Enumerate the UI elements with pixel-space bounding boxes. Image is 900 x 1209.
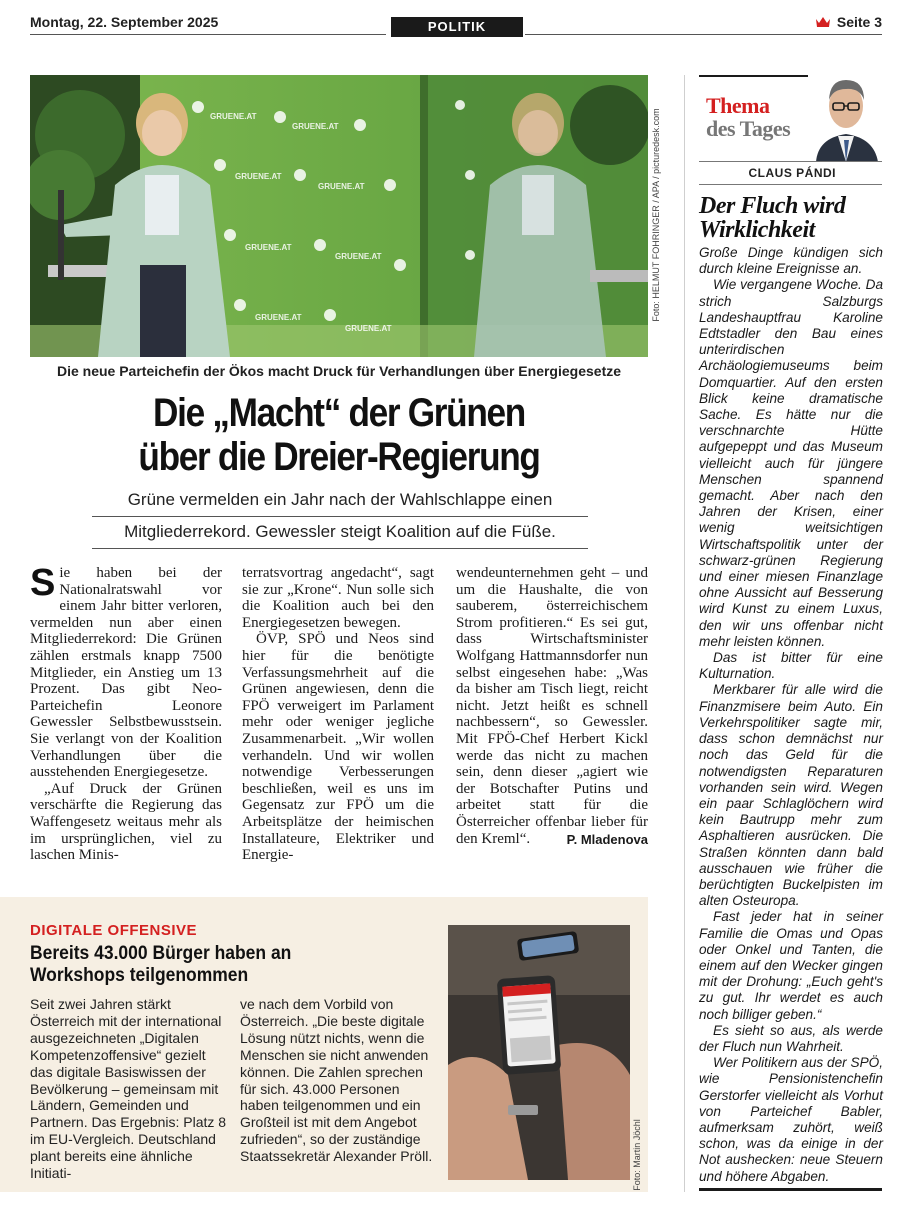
page-number-label: Seite 3 — [836, 14, 882, 30]
subheadline-line-2: Mitgliederrekord. Gewessler steigt Koalition auf die Füße. — [92, 517, 588, 549]
sidebar-bottom-rule — [699, 1188, 882, 1191]
article-paragraph: „Auf Druck der Grünen verschärfte die Regierung das Waffengesetz weitaus mehr als im ursprünglichen, viel zu laschen Minis- — [30, 780, 222, 864]
sidebar-rule — [699, 161, 882, 162]
svg-text:GRUENE.AT: GRUENE.AT — [345, 324, 392, 333]
photo-credit — [649, 80, 663, 350]
headline-line-1: Die „Macht“ der Grünen — [153, 391, 525, 435]
issue-date: Montag, 22. September 2025 — [30, 14, 219, 30]
photo-credit-text: Foto: HELMUT FOHRINGER / APA / picturedesk.com — [651, 108, 661, 322]
article-column-3 — [456, 565, 648, 847]
article-paragraph: Sie haben bei der Nationalratswahl vor einem Jahr bitter verloren, vermelden nun aber einen Mitgliederrekord: Die Grünen zählen erstmals knapp 7500 Mitglieder, ein Anstieg um 13 Prozent. Das gibt Neo-Parteichefin Leonore Gewessler Selbstbewusstsein. Sie verlangt von der Koalition Verhandlungen über die ausstehenden Energiegesetze. — [30, 562, 222, 781]
article-paragraph: ÖVP, SPÖ und Neos sind hier für die benötigte Verfassungsmehrheit auf die Grünen angewiesen, denn die FPÖ verweigert im Parlament mehr oder weniger jegliche Zusammenarbeit. „Wir wollen verhandeln. Und wir wollen notwendige Verbesserungen beschließen, weil es uns im Gegensatz zur FPÖ um die Arbeitsplätze der heimischen Installateure, Elektriker und Energie- — [242, 631, 434, 864]
article-paragraph: wendeunternehmen geht – und um die Haushalte, die von sauberem, österreichischem Strom profitieren.“ Es sei gut, dass Wirtschaftsminister Wolfgang Hattmannsdorfer nun selbst eingesehen habe: „Was da bisher am Tisch liegt, reicht nicht. Jetzt heißt es schnell nachbessern“, so Gewessler. Mit FPÖ-Chef Herbert Kickl werde das nicht zu machen sein, denn dieser „agiert wie der Botschafter Putins und arbeitet statt für die Österreicher offenbar lieber für den Kreml“. P. Mladenova — [456, 565, 648, 847]
sidebar-rule — [699, 184, 882, 185]
sidebar-label-des-tages: des Tages — [706, 116, 791, 141]
commentary-paragraph: Fast jeder hat in seiner Familie die Omas und Opas oder Onkel und Tanten, die einem auf den Wecker gingen mit der Drohung: „Euch geht's zu gut. Ihr werdet es auch noch billiger geben.“ — [699, 909, 883, 1022]
header-rule-left — [30, 34, 386, 35]
author-portrait — [808, 70, 884, 162]
subheadline — [92, 485, 588, 549]
article-paragraph: terratsvortrag angedacht“, sagt sie zur „Krone“. Nun solle sich die Koalition auch bei den Energiegesetzen bewegen. — [242, 565, 434, 631]
subheadline-line-1: Grüne vermelden ein Jahr nach der Wahlschlappe einen — [92, 485, 588, 517]
svg-text:GRUENE.AT: GRUENE.AT — [318, 182, 365, 191]
commentary-paragraph: Es sieht so aus, als werde der Fluch nun Wahrheit. — [699, 1022, 883, 1054]
article-column-2 — [242, 565, 434, 864]
article-author: P. Mladenova — [566, 831, 648, 847]
box-photo — [448, 925, 630, 1180]
author-portrait-illustration — [808, 70, 884, 162]
svg-text:GRUENE.AT: GRUENE.AT — [245, 243, 292, 252]
svg-text:GRUENE.AT: GRUENE.AT — [335, 252, 382, 261]
sidebar-title: Der Fluch wird Wirklichkeit — [699, 193, 846, 243]
headline-line-2: über die Dreier-Regierung — [138, 435, 540, 479]
lead-photo-illustration — [30, 75, 648, 357]
box-title: Bereits 43.000 Bürger haben an Workshops teilgenommen — [30, 943, 292, 986]
lead-photo — [30, 75, 648, 357]
header-rule-right — [525, 34, 882, 35]
box-column-2: ve nach dem Vorbild von Österreich. „Die beste digitale Lösung nützt nichts, wenn die Menschen sie nicht anwenden können. Die Zahlen sprechen für sich. 43.000 Personen haben teilgenommen und ein Großteil ist mit dem Angebot zufrieden“, so der zuständige Staatssekretär Alexander Pröll. — [240, 996, 433, 1165]
box-photo-credit-text: Foto: Martin Jöchl — [632, 1119, 642, 1191]
commentary-paragraph: Wer Politikern aus der SPÖ, wie Pensionistenchefin Gerstorfer vielleicht als Vorhut von Parteichef Babler, aufmerksam zuhört, weiß schon, was da einige in der Not aushecken: neue Steuern und höhere Abgaben. — [699, 1055, 883, 1184]
commentary-paragraph: Große Dinge kündigen sich durch kleine Ereignisse an. — [699, 245, 883, 277]
crown-icon — [815, 16, 831, 28]
drop-cap: S — [30, 562, 56, 604]
sidebar-author: CLAUS PÁNDI — [748, 166, 836, 180]
sidebar-divider — [684, 75, 685, 1192]
page-number — [815, 14, 882, 30]
box-photo-illustration — [448, 925, 630, 1180]
svg-text:GRUENE.AT: GRUENE.AT — [292, 122, 339, 131]
headline — [67, 391, 611, 479]
commentary-paragraph: Das ist bitter für eine Kulturnation. — [699, 650, 883, 682]
svg-text:GRUENE.AT: GRUENE.AT — [255, 313, 302, 322]
commentary-paragraph: Merkbarer für alle wird die Finanzmisere beim Auto. Ein Verkehrspolitiker sagte mir, dass schon demnächst nur noch das Geld für die notwendigsten Reparaturen vorhanden sein wird. Wegen ein paar Schlaglöchern wird kein Bautrupp mehr zum Asphaltieren ausrücken. Die Straßen könnten dann bald ausschauen wie früher die berüchtigten Buckelpisten im alten Osteuropa. — [699, 682, 883, 909]
svg-text:GRUENE.AT: GRUENE.AT — [235, 172, 282, 181]
photo-caption: Die neue Parteichefin der Ökos macht Druck für Verhandlungen über Energiegesetze — [56, 363, 622, 379]
box-photo-credit — [630, 925, 644, 1191]
box-column-1: Seit zwei Jahren stärkt Österreich mit der international ausgezeichneten „Digitalen Kompetenzoffensive“ gezielt das digitale Basiswissen der Bevölkerung – gemeinsam mit Ländern, Gemeinden und Partnern. Das Ergebnis: Platz 8 im EU-Vergleich. Deutschland plant bereits eine ähnliche Initiati- — [30, 996, 227, 1182]
commentary-paragraph: Wie vergangene Woche. Da strich Salzburgs Landeshauptfrau Karoline Edtstadler den Bau eines unterirdischen Archäologiemuseums beim Domquartier. Auf den ersten Blick keine dramatische Sache. Es hätte nur die verschnarchte Hütte aufgepeppt und das Museum vielleicht auch für jüngere Menschen spannend gemacht. Aber nach den Jahren der Krisen, einer wenig weitsichtigen Wirtschaftspolitik unter der schwarz-grünen Regierung und einer miesen Finanzlage ohne Aussicht auf Besserung wird Kunst zu einem Luxus, den wir uns offenbar nicht mehr leisten können. — [699, 277, 883, 649]
section-label: POLITIK — [391, 17, 523, 37]
box-kicker: DIGITALE OFFENSIVE — [30, 922, 198, 939]
svg-text:GRUENE.AT: GRUENE.AT — [210, 112, 257, 121]
sidebar-commentary — [699, 245, 883, 1185]
sidebar-label-thema: Thema — [706, 93, 770, 118]
article-column-1 — [30, 562, 222, 864]
